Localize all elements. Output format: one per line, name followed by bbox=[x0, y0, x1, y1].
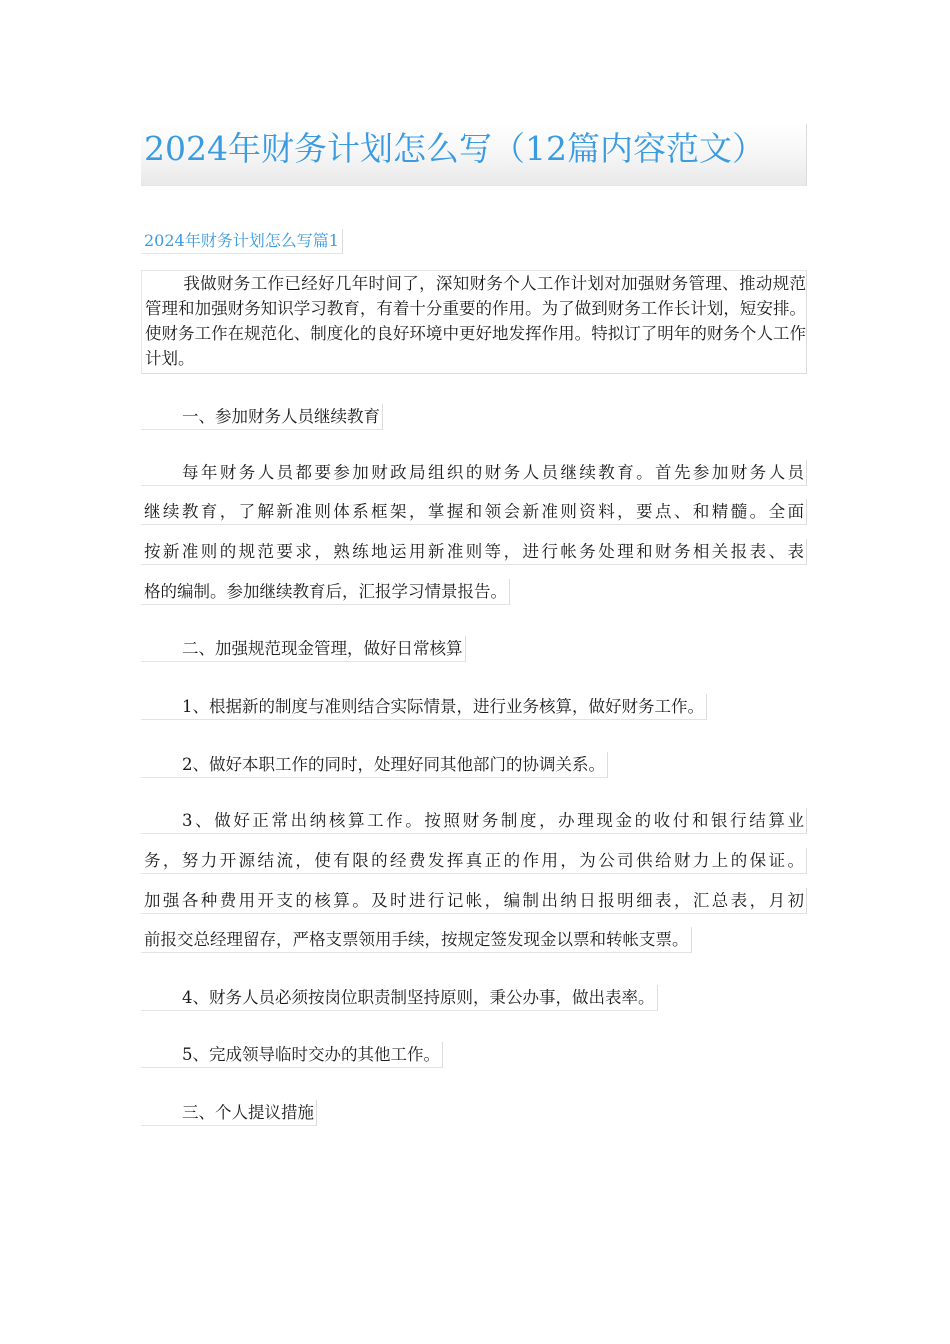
paragraph-line: 前报交总经理留存，严格支票领用手续，按规定签发现金以票和转帐支票。 bbox=[141, 927, 692, 953]
paragraph-line: 务，努力开源结流，使有限的经费发挥真正的作用，为公司供给财力上的保证。 bbox=[141, 848, 807, 874]
paragraph-line: 3、做好正常出纳核算工作。按照财务制度，办理现金的收付和银行结算业 bbox=[141, 808, 807, 834]
list-item-4: 4、财务人员必须按岗位职责制坚持原则，秉公办事，做出表率。 bbox=[141, 985, 658, 1011]
paragraph-line: 加强各种费用开支的核算。及时进行记帐，编制出纳日报明细表，汇总表，月初 bbox=[141, 888, 807, 914]
intro-paragraph bbox=[141, 270, 807, 374]
paragraph-line: 按新准则的规范要求，熟练地运用新准则等，进行帐务处理和财务相关报表、表 bbox=[141, 539, 807, 565]
paragraph-line: 每年财务人员都要参加财政局组织的财务人员继续教育。首先参加财务人员 bbox=[141, 460, 807, 486]
article-subtitle: 2024年财务计划怎么写篇1 bbox=[141, 229, 343, 254]
list-item-1: 1、根据新的制度与准则结合实际情景，进行业务核算，做好财务工作。 bbox=[141, 694, 707, 720]
intro-text: 我做财务工作已经好几年时间了，深知财务个人工作计划对加强财务管理、推动规范管理和加强财务知识学习教育，有着十分重要的作用。为了做到财务工作长计划，短安排。使财务工作在规范化、制度化的良好环境中更好地发挥作用。特拟订了明年的财务个人工作计划。 bbox=[145, 274, 806, 368]
document-title: 2024年财务计划怎么写（12篇内容范文） bbox=[141, 124, 807, 186]
section-heading-2: 二、加强规范现金管理，做好日常核算 bbox=[141, 636, 466, 662]
paragraph-line: 格的编制。参加继续教育后，汇报学习情景报告。 bbox=[141, 579, 510, 605]
section-heading-3: 三、个人提议措施 bbox=[141, 1100, 317, 1126]
paragraph-line: 继续教育，了解新准则体系框架，掌握和领会新准则资料，要点、和精髓。全面 bbox=[141, 499, 807, 525]
section-heading-1: 一、参加财务人员继续教育 bbox=[141, 404, 383, 430]
list-item-5: 5、完成领导临时交办的其他工作。 bbox=[141, 1042, 443, 1068]
list-item-2: 2、做好本职工作的同时，处理好同其他部门的协调关系。 bbox=[141, 752, 608, 778]
